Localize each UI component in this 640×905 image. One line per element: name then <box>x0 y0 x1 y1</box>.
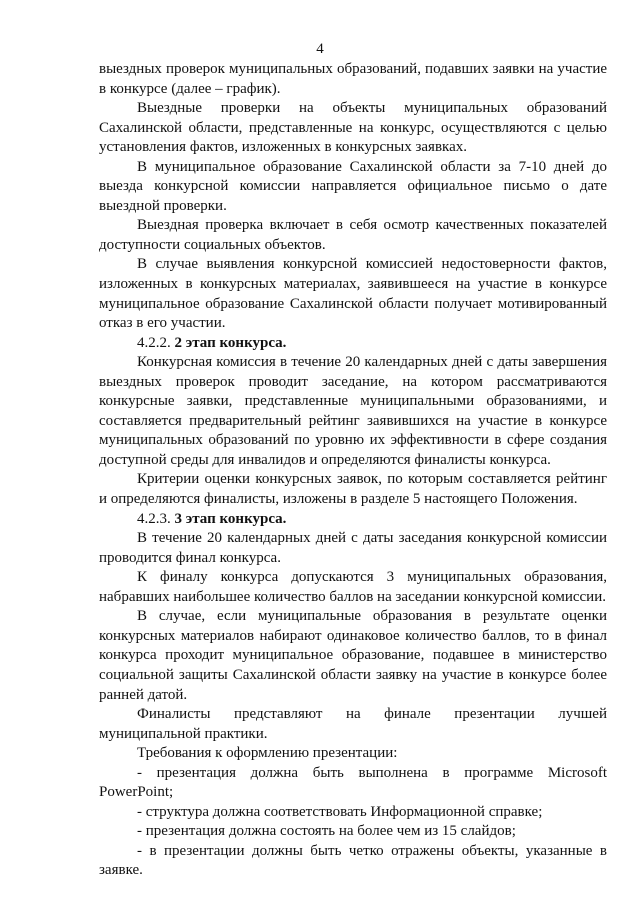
section-heading-4-2-3 <box>99 510 607 530</box>
paragraph-official-letter: В муниципальное образование Сахалинской области за 7-10 дней до выезда конкурсной комиссии направляется официальное письмо о дате выездной проверки. <box>99 158 607 214</box>
document-body <box>99 60 607 881</box>
section-heading-4-2-2 <box>99 334 607 354</box>
section-number: 4.2.2. <box>137 334 171 351</box>
paragraph-refusal: В случае выявления конкурсной комиссией недостоверности фактов, изложенных в конкурсных материалах, заявившееся на участие в конкурсе муниципальное образование Сахалинской области получает мотивированный отказ в его участии. <box>99 256 607 332</box>
section-title: 2 этап конкурса. <box>174 334 287 351</box>
paragraph-inspection-scope: Выездная проверка включает в себя осмотр качественных показателей доступности социальных объектов. <box>99 217 607 253</box>
list-item-objects: - в презентации должны быть четко отражены объекты, указанные в заявке. <box>99 842 607 879</box>
paragraph-tie-rule: В случае, если муниципальные образования в результате оценки конкурсных материалов набирают одинаковое количество баллов, то в финал конкурса проходит муниципальное образование, подавшее в министерство социальной защиты Сахалинской области заявку на участие в конкурсе более ранней датой. <box>99 608 607 703</box>
paragraph-requirements-intro: Требования к оформлению презентации: <box>137 745 398 762</box>
paragraph-continuation: выездных проверок муниципальных образований, подавших заявки на участие в конкурсе (далее – график). <box>99 61 607 97</box>
paragraph-criteria: Критерии оценки конкурсных заявок, по которым составляется рейтинг и определяются финалисты, изложены в разделе 5 настоящего Положения. <box>99 471 607 508</box>
paragraph-final-date: В течение 20 календарных дней с даты заседания конкурсной комиссии проводится финал конкурса. <box>99 530 607 566</box>
page-number: 4 <box>316 41 324 57</box>
list-item-slide-count: - презентация должна состоять на более чем из 15 слайдов; <box>137 823 516 840</box>
paragraph-presentations: Финалисты представляют на финале презентации лучшей муниципальной практики. <box>99 706 607 742</box>
paragraph-site-visits: Выездные проверки на объекты муниципальных образований Сахалинской области, представленные на конкурс, осуществляются с целью установления фактов, изложенных в конкурсных заявках. <box>99 100 607 156</box>
section-number: 4.2.3. <box>137 510 171 527</box>
section-title: 3 этап конкурса. <box>174 510 287 527</box>
list-item-powerpoint: - презентация должна быть выполнена в программе Microsoft PowerPoint; <box>99 764 607 801</box>
list-item-structure: - структура должна соответствовать Информационной справке; <box>137 803 543 820</box>
paragraph-finalists-count: К финалу конкурса допускаются 3 муниципальных образования, набравших наибольшее количество баллов на заседании конкурсной комиссии. <box>99 569 607 605</box>
paragraph-commission-meeting: Конкурсная комиссия в течение 20 календарных дней с даты завершения выездных проверок проводит заседание, на котором рассматриваются конкурсные заявки, представленные муниципальными образованиями, и составляется предварительный рейтинг заявившихся на участие в конкурсе муниципальных образований по уровню их эффективности в сфере создания доступной среды для инвалидов и определяются финалисты конкурса. <box>99 354 607 468</box>
